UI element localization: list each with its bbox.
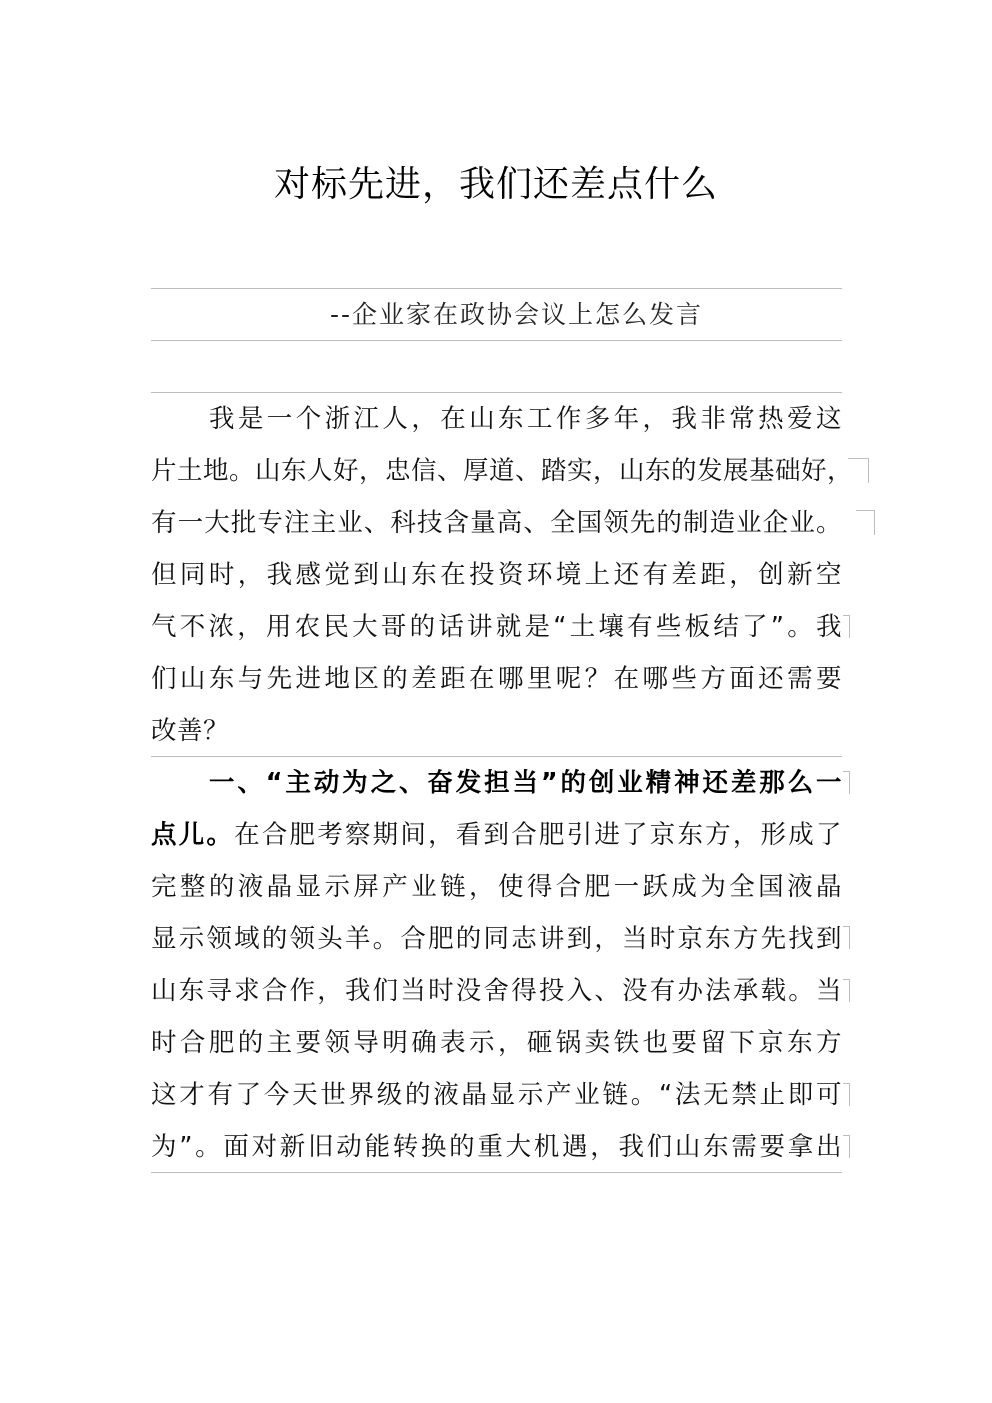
text-line: 片土地。山东人好，忠信、厚道、踏实，山东的发展基础好， [151, 456, 854, 486]
section-heading: 一、“主动为之、奋发担当”的创业精神还差那么一 [209, 768, 842, 798]
layout-mark [856, 510, 875, 535]
paragraph-section-one [151, 757, 842, 1173]
divider-line [151, 288, 842, 289]
text-line: 完整的液晶显示屏产业链，使得合肥一跃成为全国液晶 [151, 872, 842, 902]
text-line: 们山东与先进地区的差距在哪里呢？在哪些方面还需要 [151, 664, 842, 694]
text-line: 我是一个浙江人，在山东工作多年，我非常热爱这 [209, 404, 842, 434]
layout-mark [843, 926, 850, 949]
text-line: 为”。面对新旧动能转换的重大机遇，我们山东需要拿出 [151, 1132, 842, 1162]
document-title: 对标先进，我们还差点什么 [273, 164, 718, 205]
layout-mark [843, 1083, 850, 1106]
text-line-rest: 在合肥考察期间，看到合肥引进了京东方，形成了 [234, 820, 842, 850]
layout-mark [843, 1135, 850, 1158]
section-heading-end: 点儿。 [151, 820, 235, 850]
layout-mark [843, 615, 850, 638]
text-line: 气不浓，用农民大哥的话讲就是“土壤有些板结了”。我 [151, 612, 842, 642]
text-line: 这才有了今天世界级的液晶显示产业链。“法无禁止即可 [151, 1080, 842, 1110]
text-line [151, 809, 842, 861]
text-line: 但同时，我感觉到山东在投资环境上还有差距，创新空 [151, 560, 842, 590]
text-line: 山东寻求合作，我们当时没舍得投入、没有办法承载。当 [151, 976, 842, 1006]
layout-mark [843, 979, 850, 1002]
layout-mark [843, 771, 850, 794]
paragraph-intro [151, 393, 854, 757]
text-line: 改善？ [151, 716, 230, 746]
text-line: 显示领域的领头羊。合肥的同志讲到，当时京东方先找到 [151, 924, 842, 954]
divider-line [151, 340, 842, 341]
document-subtitle: --企业家在政协会议上怎么发言 [330, 300, 704, 329]
layout-mark [848, 458, 869, 483]
text-line: 有一大批专注主业、科技含量高、全国领先的制造业企业。 [151, 508, 842, 538]
divider-line [151, 1172, 842, 1173]
text-line: 时合肥的主要领导明确表示，砸锅卖铁也要留下京东方 [151, 1028, 842, 1058]
